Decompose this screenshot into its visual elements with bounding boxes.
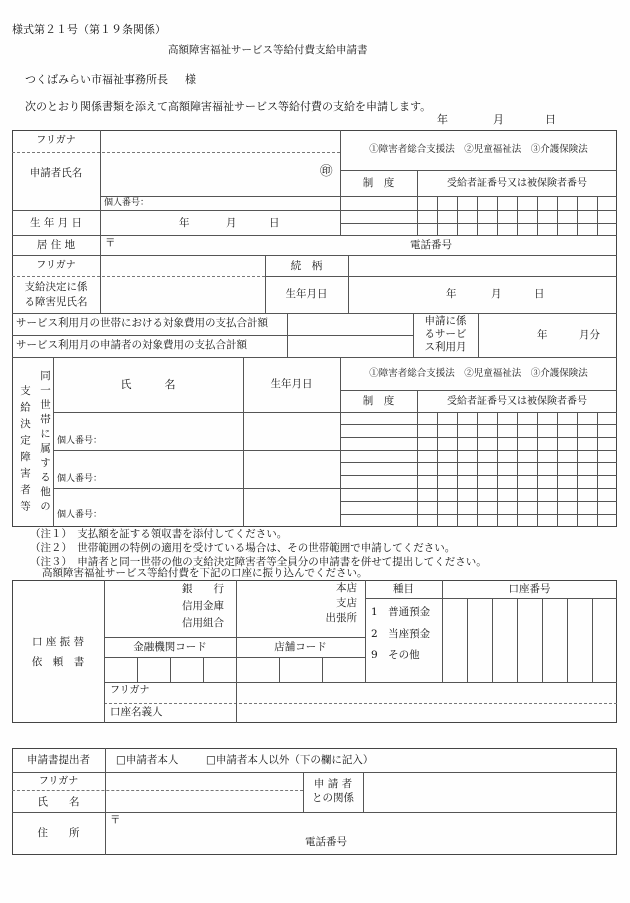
rule: [12, 772, 617, 773]
rule: [340, 223, 617, 224]
rule: [12, 235, 617, 236]
rule: [557, 412, 558, 527]
rule: [12, 357, 617, 358]
rule: [437, 412, 438, 527]
date-year-label: 年: [437, 113, 448, 126]
rule: [517, 598, 518, 682]
personal-number-label-member-3: 個人番号：: [57, 510, 103, 520]
birthdate-label-child: 生年月日: [285, 288, 328, 300]
branch-type-shiten: 支店: [336, 597, 357, 609]
system-header-top: 制 度: [362, 177, 395, 189]
member-name-header: 氏 名: [120, 378, 176, 391]
service-month-label-line3: ス利用月: [424, 341, 467, 353]
furigana-label-submitter: フリガナ: [38, 776, 79, 787]
institution-type-shinkin: 信用金庫: [182, 600, 224, 612]
recipient-number-header-top: 受給者証番号又は被保険者番号: [447, 178, 587, 189]
child-birth-day-label: 日: [534, 288, 545, 300]
rule: [417, 390, 418, 527]
rule: [340, 170, 617, 171]
birth-day-label: 日: [269, 217, 280, 229]
household-vertical-label-right: 同一世帯に属する他の: [39, 370, 51, 515]
rule: [497, 196, 498, 235]
rule: [477, 412, 478, 527]
rule: [365, 598, 617, 599]
rule: [592, 598, 593, 682]
form-number: 様式第２１号（第１９条関係）: [12, 23, 166, 36]
rule: [104, 657, 365, 658]
form-title: 高額障害福祉サービス等給付費支給申請書: [168, 44, 368, 56]
rule: [12, 790, 303, 791]
rule: [477, 196, 478, 235]
residence-label: 居 住 地: [36, 239, 76, 251]
institution-type-kumiai: 信用組合: [182, 617, 224, 629]
rule: [457, 412, 458, 527]
submitter-name-label: 氏 名: [37, 796, 80, 808]
rule: [348, 255, 349, 313]
rule: [53, 412, 617, 413]
birth-year-label: 年: [179, 217, 190, 229]
household-vertical-label-left: 支給決定障害者等: [19, 385, 31, 517]
furigana-label-child: フリガナ: [36, 260, 76, 271]
service-month-year-label: 年: [537, 329, 548, 341]
rule: [542, 598, 543, 682]
personal-number-label-applicant: 個人番号：: [104, 198, 150, 208]
child-name-label-line1: 支給決定に係: [24, 281, 88, 293]
rule: [12, 812, 617, 813]
rule: [279, 657, 280, 682]
transfer-note: 高額障害福祉サービス等給付費を下記の口座に振り込んでください。: [42, 567, 368, 579]
rule: [497, 412, 498, 527]
rule: [492, 598, 493, 682]
rule: [467, 598, 468, 682]
relation-label-child: 続 柄: [290, 260, 323, 272]
member-birthdate-header: 生年月日: [270, 378, 313, 390]
account-type-option-futsu: 1 普通預金: [371, 606, 431, 618]
addressee: つくばみらい市福祉事務所長: [25, 73, 168, 86]
rule: [12, 313, 617, 314]
rule: [104, 703, 617, 704]
child-name-label-line2: る障害児氏名: [24, 296, 88, 308]
branch-type-honten: 本店: [336, 582, 357, 594]
rule: [340, 424, 617, 425]
rule: [100, 196, 617, 197]
rule: [363, 772, 364, 812]
furigana-label-bank: フリガナ: [110, 685, 150, 696]
rule: [340, 475, 617, 476]
applicant-name-label: 申請者氏名: [29, 167, 83, 179]
rule: [105, 748, 106, 855]
rule: [12, 276, 265, 277]
bank-section-label-line1: 口 座 振 替: [31, 636, 84, 648]
rule: [137, 657, 138, 682]
phone-label-applicant: 電話番号: [410, 239, 452, 251]
address-label-submitter: 住 所: [37, 827, 80, 839]
system-header-household: 制 度: [362, 395, 395, 407]
rule: [104, 637, 365, 638]
rule: [537, 412, 538, 527]
household-total-label: サービス利用月の世帯における対象費用の支払合計額: [16, 317, 268, 329]
applicant-total-label: サービス利用月の申請者の対象費用の支払合計額: [16, 339, 247, 351]
submitter-row-label: 申請書提出者: [27, 754, 90, 766]
date-day-label: 日: [545, 113, 556, 126]
branch-type-shutchojo: 出張所: [325, 612, 357, 624]
service-month-label-line2: るサービ: [424, 328, 467, 340]
institution-code-header: 金融機関コード: [133, 641, 207, 653]
rule: [287, 313, 288, 357]
rule: [597, 412, 598, 527]
relation-label-line2: との関係: [312, 792, 354, 804]
note-3: （注３） 申請者と同一世帯の他の支給決定障害者等全員分の申請書を併せて提出してください。: [30, 556, 487, 568]
rule: [12, 335, 413, 336]
addressee-honorific: 様: [185, 73, 196, 86]
rule: [457, 196, 458, 235]
account-type-option-other: 9 その他: [371, 649, 420, 661]
rule: [203, 657, 204, 682]
rule: [557, 196, 558, 235]
rule: [340, 462, 617, 463]
account-type-header: 種目: [393, 583, 414, 595]
laws-options-top: ①障害者総合支援法 ②児童福祉法 ③介護保険法: [369, 144, 588, 155]
rule: [340, 437, 617, 438]
rule: [340, 501, 617, 502]
postal-mark-applicant: 〒: [105, 237, 116, 249]
rule: [517, 412, 518, 527]
birthdate-label-applicant: 生 年 月 日: [29, 217, 82, 229]
rule: [100, 130, 101, 313]
submitter-option-self: □申請者本人: [116, 754, 179, 766]
note-2: （注２） 世帯範囲の特例の適用を受けている場合は、その世帯範囲で申請してください。: [30, 542, 456, 554]
rule: [478, 313, 479, 357]
submitter-option-other: □申請者本人以外（下の欄に記入）: [206, 754, 374, 766]
rule: [265, 276, 617, 277]
personal-number-label-member-1: 個人番号：: [57, 436, 103, 446]
rule: [322, 657, 323, 682]
account-holder-label: 口座名義人: [110, 706, 163, 718]
rule: [170, 657, 171, 682]
service-month-suffix-label: 月分: [579, 329, 600, 341]
rule: [577, 412, 578, 527]
laws-options-household: ①障害者総合支援法 ②児童福祉法 ③介護保険法: [369, 368, 588, 379]
furigana-label-applicant: フリガナ: [36, 135, 76, 146]
bank-section-label-line2: 依 頼 書: [31, 656, 85, 668]
relation-label-line1: 申 請 者: [313, 778, 353, 790]
rule: [537, 196, 538, 235]
branch-code-header: 店舗コード: [274, 641, 327, 653]
rule: [12, 152, 340, 153]
child-birth-year-label: 年: [446, 288, 457, 300]
rule: [340, 390, 617, 391]
rule: [567, 598, 568, 682]
note-1: （注１） 支払額を証する領収書を添付してください。: [30, 528, 288, 540]
account-type-option-toza: 2 当座預金: [371, 628, 431, 640]
rule: [12, 210, 617, 211]
rule: [597, 196, 598, 235]
rule: [340, 514, 617, 515]
child-birth-month-label: 月: [491, 288, 502, 300]
rule: [53, 488, 617, 489]
birth-month-label: 月: [226, 217, 237, 229]
institution-type-bank: 銀 行: [182, 583, 224, 595]
rule: [12, 255, 617, 256]
rule: [340, 357, 341, 527]
rule: [517, 196, 518, 235]
rule: [577, 196, 578, 235]
intro-text: 次のとおり関係書類を添えて高額障害福祉サービス等給付費の支給を申請します。: [25, 100, 432, 113]
service-month-label-line1: 申請に係: [424, 315, 467, 327]
rule: [53, 450, 617, 451]
date-month-label: 月: [493, 113, 504, 126]
rule: [104, 682, 617, 683]
rule: [437, 196, 438, 235]
seal-mark-icon: ㊞: [320, 163, 333, 178]
personal-number-label-member-2: 個人番号：: [57, 474, 103, 484]
recipient-number-header-household: 受給者証番号又は被保険者番号: [447, 396, 587, 407]
account-number-header: 口座番号: [508, 583, 551, 595]
postal-mark-submitter: 〒: [110, 814, 121, 826]
phone-label-submitter: 電話番号: [305, 836, 347, 848]
